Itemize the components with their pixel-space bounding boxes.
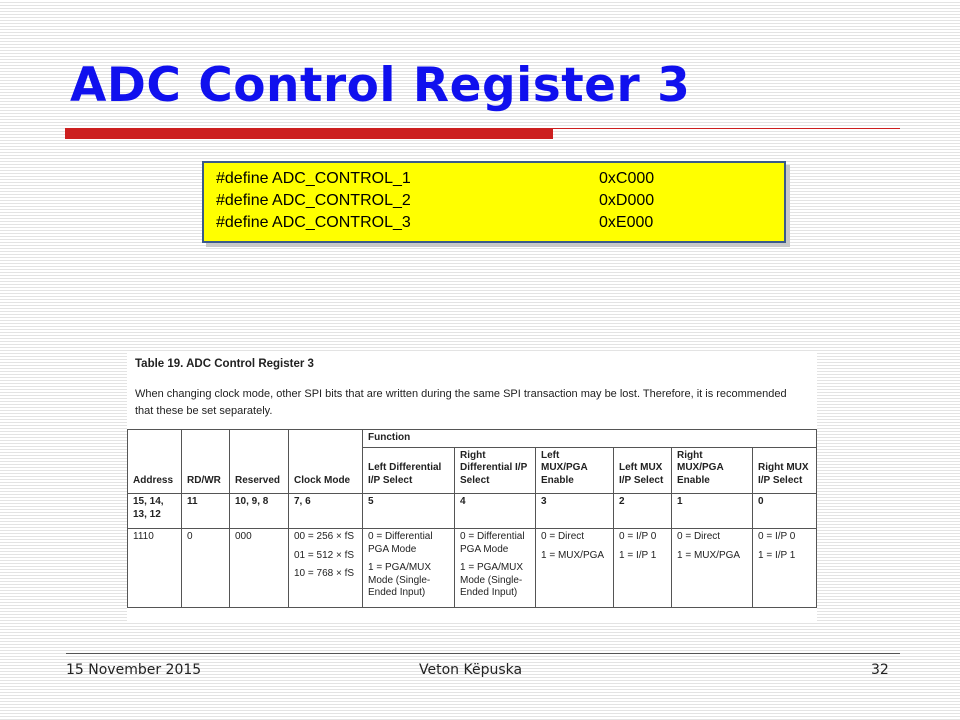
function-option: 1 = I/P 1 [758, 549, 796, 561]
header-function-col: Left MUX/PGA Enable [536, 447, 614, 494]
header-function-col: Left Differential I/P Select [363, 447, 455, 494]
clock-option: 10 = 768 × fS [294, 568, 355, 579]
bits-function: 0 [753, 494, 817, 529]
value-function [672, 529, 753, 608]
code-line [216, 214, 654, 232]
clock-option: 00 = 256 × fS [294, 531, 355, 542]
value-rdwr: 0 [182, 529, 230, 608]
code-line [216, 192, 655, 210]
header-clock-mode: Clock Mode [289, 430, 363, 494]
header-function-col: Right MUX/PGA Enable [672, 447, 753, 494]
header-address: Address [128, 430, 182, 494]
bits-function: 2 [614, 494, 672, 529]
value-function [363, 529, 455, 608]
function-option: 0 = Direct [541, 531, 585, 542]
bits-function: 4 [455, 494, 536, 529]
code-value: 0xE000 [599, 214, 654, 231]
bits-rdwr: 11 [182, 494, 230, 529]
bit-position-row [128, 494, 817, 529]
slide-title: ADC Control Register 3 [70, 58, 691, 113]
bits-function: 3 [536, 494, 614, 529]
value-function [536, 529, 614, 608]
code-value: 0xD000 [599, 192, 655, 209]
function-option: 1 = PGA/MUX Mode (Single-Ended Input) [368, 562, 432, 598]
code-snippet-box [202, 161, 786, 243]
header-reserved: Reserved [230, 430, 289, 494]
value-function [614, 529, 672, 608]
function-option: 0 = I/P 0 [619, 531, 657, 542]
footer-author: Veton Këpuska [419, 662, 523, 678]
bits-function: 1 [672, 494, 753, 529]
function-option: 0 = Direct [677, 531, 721, 542]
value-address: 1110 [128, 529, 182, 608]
table-note: When changing clock mode, other SPI bits that are written during the same SPI transaction may be lost. Therefore, it is recommended that these be set separately. [135, 388, 787, 417]
function-option: 0 = Differential PGA Mode [460, 531, 525, 555]
header-function-col: Right MUX I/P Select [753, 447, 817, 494]
clock-option: 01 = 512 × fS [294, 549, 355, 561]
bits-function: 5 [363, 494, 455, 529]
register-table [127, 429, 817, 608]
function-option: 1 = MUX/PGA [677, 549, 741, 561]
header-function: Function [363, 430, 817, 448]
function-option: 0 = I/P 0 [758, 531, 796, 542]
footer-page-number: 32 [871, 662, 889, 678]
bits-address: 15, 14, 13, 12 [128, 494, 182, 529]
table-title: Table 19. ADC Control Register 3 [135, 358, 314, 370]
code-directive: #define ADC_CONTROL_1 [216, 170, 411, 187]
value-row [128, 529, 817, 608]
function-option: 1 = MUX/PGA [541, 549, 605, 561]
header-row [128, 430, 817, 448]
title-underline-rule [553, 128, 900, 129]
function-option: 1 = I/P 1 [619, 549, 657, 561]
value-reserved: 000 [230, 529, 289, 608]
code-value: 0xC000 [599, 170, 655, 187]
code-directive: #define ADC_CONTROL_3 [216, 214, 411, 231]
function-option: 1 = PGA/MUX Mode (Single-Ended Input) [460, 562, 524, 598]
bits-reserved: 10, 9, 8 [230, 494, 289, 529]
footer-rule [66, 653, 900, 654]
value-function [753, 529, 817, 608]
value-clock-mode [289, 529, 363, 608]
header-function-col: Left MUX I/P Select [614, 447, 672, 494]
title-underline-bar [65, 128, 553, 139]
code-directive: #define ADC_CONTROL_2 [216, 192, 411, 209]
value-function [455, 529, 536, 608]
function-option: 0 = Differential PGA Mode [368, 531, 433, 555]
header-function-col: Right Differential I/P Select [455, 447, 536, 494]
bits-clock-mode: 7, 6 [289, 494, 363, 529]
datasheet-excerpt [127, 351, 817, 621]
code-line [216, 170, 655, 188]
footer-date: 15 November 2015 [66, 662, 202, 678]
header-rdwr: RD/WR [182, 430, 230, 494]
